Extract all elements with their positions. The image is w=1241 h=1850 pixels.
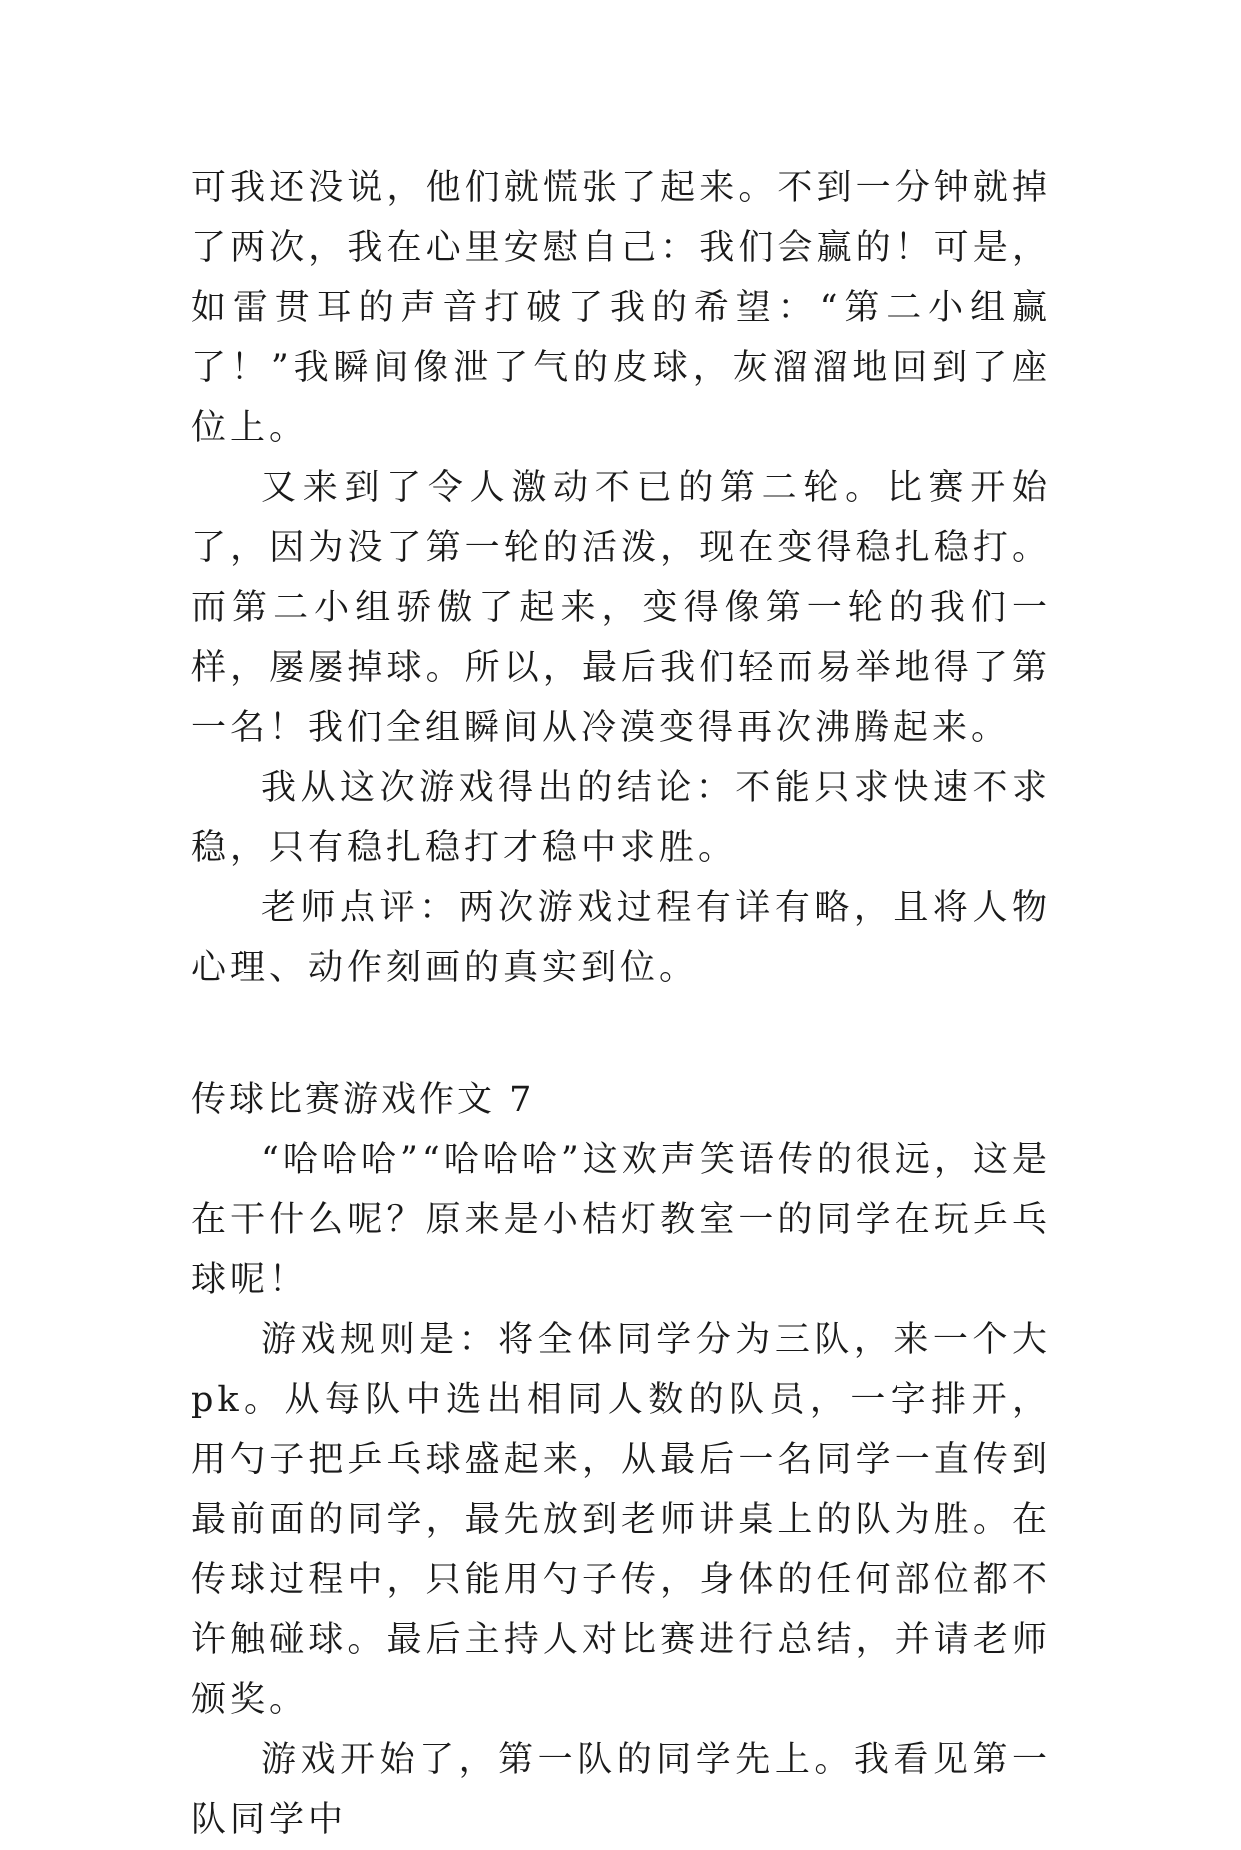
paragraph: 老师点评：两次游戏过程有详有略，且将人物心理、动作刻画的真实到位。 [191,888,1051,988]
paragraph: 可我还没说，他们就慌张了起来。不到一分钟就掉了两次，我在心里安慰自己：我们会赢的！可是，如雷贯耳的声音打破了我的希望：“第二小组赢了！”我瞬间像泄了气的皮球，灰溜溜地回到了座位上。 [191,168,1051,448]
document-body [191,158,1051,1850]
paragraph: 游戏开始了，第一队的同学先上。我看见第一队同学中 [191,1740,1051,1840]
section-title: 传球比赛游戏作文 7 [191,1080,535,1120]
paragraph: 游戏规则是：将全体同学分为三队，来一个大 pk。从每队中选出相同人数的队员，一字排开，用勺子把乒乓球盛起来，从最后一名同学一直传到最前面的同学，最先放到老师讲桌上的队为胜。在传球过程中，只能用勺子传，身体的任何部位都不许触碰球。最后主持人对比赛进行总结，并请老师颁奖。 [191,1320,1051,1720]
paragraph: 又来到了令人激动不已的第二轮。比赛开始了，因为没了第一轮的活泼，现在变得稳扎稳打。而第二小组骄傲了起来，变得像第一轮的我们一样，屡屡掉球。所以，最后我们轻而易举地得了第一名！我们全组瞬间从冷漠变得再次沸腾起来。 [191,468,1051,748]
paragraph: 我从这次游戏得出的结论：不能只求快速不求稳，只有稳扎稳打才稳中求胜。 [191,768,1051,868]
paragraph: “哈哈哈”“哈哈哈”这欢声笑语传的很远，这是在干什么呢？原来是小桔灯教室一的同学在玩乒乓球呢！ [191,1140,1051,1300]
